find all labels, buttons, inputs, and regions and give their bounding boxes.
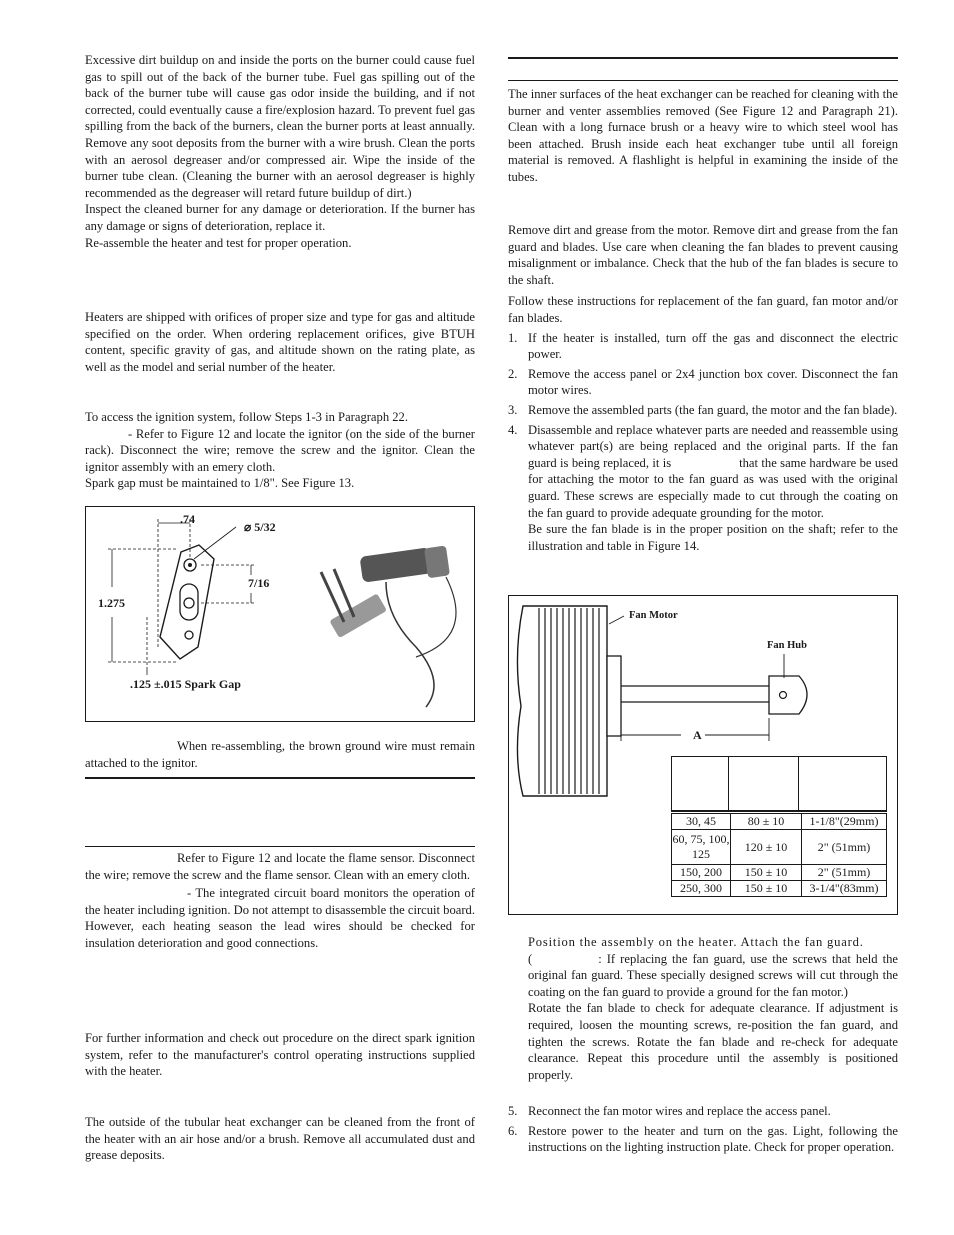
fan-motor-label: Fan Motor [629,610,678,621]
further-info-text: For further information and check out procedure on the direct spark ignition system, refer to the manufacturer's control operating instructions supplied with the heater. [85,1031,475,1079]
figure-13-ignitor [85,506,475,722]
heat-exchanger-inside [508,86,898,186]
table-row [672,881,887,897]
final-steps [508,1103,898,1156]
step-item [508,402,898,419]
step-number: 5. [508,1104,518,1118]
step-number: 6. [508,1123,518,1138]
table-cell-a: 2" (51mm) [802,830,887,865]
step-item [508,422,898,555]
fan-position-table [671,813,887,897]
step-number: 2. [508,366,518,381]
dim-a-label: A [693,728,702,742]
table-cell-rpm: 150 ± 10 [731,881,802,897]
orifices-p1: Heaters are shipped with orifices of proper size and type for gas and altitude specified on the order. When ordering replacement orifices, give BTUH content, specific gravity of gas, and altitude shown on the rating plate, as well as the model and serial number of the heater. [85,310,475,374]
step-number: 3. [508,402,518,417]
step-text: Remove the access panel or 2x4 junction box cover. Disconnect the fan motor wires. [528,366,898,398]
flame-sensor-section [85,850,475,952]
table-cell-model: 250, 300 [672,881,731,897]
step-number: 1. [508,330,518,345]
step-text: Restore power to the heater and turn on the gas. Light, following the instructions on the lighting instruction plate. Check for proper operation. [528,1123,898,1155]
heat-exchanger-inside-text: The inner surfaces of the heat exchanger can be reached for cleaning with the burner and venter assemblies removed (See Figure 12 and Paragraph 21). Clean with a long furnace brush or a heavy wire to which steel wool has been attached. Brush inside each heat exchanger tube until all foreign material is removed. A flashlight is helpful in examining the inside of the tubes. [508,87,898,184]
position-section [528,934,898,1083]
further-info [85,1030,475,1080]
replacement-steps [508,330,898,555]
figure-14-fan [508,595,898,915]
right-top-rule [508,57,898,59]
position-p2 [528,951,898,1001]
motor-p2: Follow these instructions for replacement of the fan guard, fan motor and/or fan blades. [508,294,898,325]
motor-section [508,222,898,554]
step-text: Reconnect the fan motor wires and replace the access panel. [528,1104,831,1118]
left-column [85,52,475,251]
step-text: Remove the assembled parts (the fan guard, the motor and the fan blade). [528,402,898,417]
final-steps-section [508,1103,898,1156]
position-p2-text: : If replacing the fan guard, use the screws that held the original fan guard. These specially designed screws will cut through the coating on the fan guard to provide a ground for the fan motor.) [528,951,898,999]
ground-note [85,738,475,771]
section-rule-thin [85,846,475,847]
fan-hub-label: Fan Hub [767,640,807,651]
right-top-rule-thin [508,80,898,81]
table-cell-rpm: 120 ± 10 [731,830,802,865]
table-cell-rpm: 150 ± 10 [731,865,802,881]
table-cell-model: 60, 75, 100, 125 [672,830,731,865]
table-row [672,865,887,881]
spark-gap-label: .125 ±.015 Spark Gap [130,677,241,691]
ground-note-text: When re-assembling, the brown ground wire must remain attached to the ignitor. [85,739,475,770]
step-item [508,1103,898,1120]
dim-side-label: 7/16 [248,576,270,590]
position-p2-open: ( [528,951,533,966]
position-p1: Position the assembly on the heater. Attach the fan guard. [528,935,864,949]
step-text-a: Disassemble and replace whatever parts are needed and reassemble using whatever part(s) are being replaced and the original parts. If the fan guard is being replaced, it is [528,422,898,470]
section-rule [85,777,475,779]
step-4-note: Be sure the fan blade is in the proper position on the shaft; refer to the illustration and table in Figure 14. [528,522,898,553]
table-cell-a: 2" (51mm) [802,865,887,881]
flame-sensor-p2: - The integrated circuit board monitors the operation of the heater including ignition. Do not attempt to disassemble the circuit board. However, each heating season the lead wires should be checked for insulation deterioration and good connections. [85,886,475,950]
heat-exchanger-outside-text: The outside of the tubular heat exchanger can be cleaned from the front of the heater with an air hose and/or a brush. Remove all accumulated dust and grease deposits. [85,1115,475,1163]
dim-height-label: 1.275 [98,596,125,610]
dim-hole-label [244,519,276,536]
motor-p1: Remove dirt and grease from the motor. Remove dirt and grease from the fan guard and blades. Use care when cleaning the fan blades to prevent causing misalignment or imbalance. Check that the hub of the fan blades is secure to the shaft. [508,223,898,287]
ignition-section [85,409,475,492]
table-cell-a: 1-1/8"(29mm) [802,814,887,830]
diameter-icon: ⌀ [244,520,255,534]
step-text: If the heater is installed, turn off the gas and disconnect the electric power. [528,330,898,362]
step-item [508,1123,898,1156]
step-number: 4. [508,422,518,437]
flame-sensor-p1: Refer to Figure 12 and locate the flame sensor. Disconnect the wire; remove the screw and the flame sensor. Clean with an emery cloth. [85,851,475,882]
step-item [508,330,898,363]
ignition-p3: Spark gap must be maintained to 1/8". See Figure 13. [85,476,355,491]
table-cell-a: 3-1/4"(83mm) [802,881,887,897]
fan-table-header [671,756,887,812]
ignition-p2: - Refer to Figure 12 and locate the ignitor (on the side of the burner rack). Disconnect the wire; remove the screw and the ignitor. Clean the ignitor assembly with an emery cloth. [85,426,475,474]
table-cell-rpm: 80 ± 10 [731,814,802,830]
dim-hole-value: 5/32 [254,520,276,534]
step-text-b: that the same hardware be used for attaching the motor to the fan guard as was used with the original guard. These screws are especially made to cut through the coating on the fan guard to provide adequate grounding for the motor. [528,455,898,520]
table-row [672,830,887,865]
heat-exchanger-outside [85,1114,475,1164]
table-cell-model: 150, 200 [672,865,731,881]
position-p3: Rotate the fan blade to check for adequate clearance. If adjustment is required, loosen the mounting screws, re-position the fan guard, and tighten the screws. Rotate the fan blade and re-check for adequate clearance. Repeat this procedure until the assembly is positioned properly. [528,1001,898,1082]
burner-cleaning-p3: Re-assemble the heater and test for proper operation. [85,235,352,250]
burner-cleaning-p1: Excessive dirt buildup on and inside the ports on the burner could cause fuel gas to spill out of the back of the burner tube. Fuel gas spilling out of the back of the burner tube will cause gas odor inside the building, and if not corrected, could eventually cause a fire/explosion hazard. To prevent fuel gas spilling from the back of the burners, clean the burner ports at least annually. Remove any soot deposits from the burner with a wire brush. Clean the ports with an aerosol degreaser and/or compressed air. Wipe the inside of the burner tube clean. (Cleaning the burner with an aerosol degreaser is highly recommended as the degreaser will retard future buildup of dirt.) [85,53,475,200]
dim-top-label: .74 [180,512,195,526]
burner-cleaning-p2: Inspect the cleaned burner for any damage or deterioration. If the burner has any damage or signs of deterioration, replace it. [85,202,475,233]
table-cell-model: 30, 45 [672,814,731,830]
step-item [508,366,898,399]
orifices-section [85,309,475,375]
table-row [672,814,887,830]
ignition-p1: To access the ignition system, follow Steps 1-3 in Paragraph 22. [85,410,409,424]
